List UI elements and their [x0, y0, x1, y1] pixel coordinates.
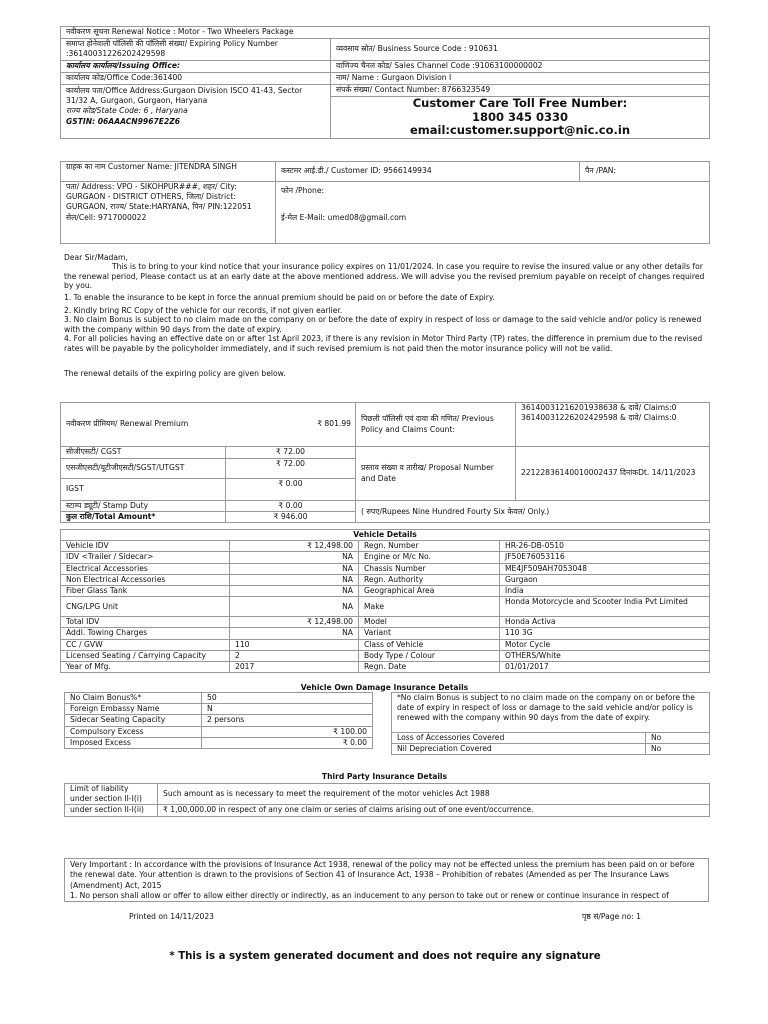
previous-policy-value: 36140031216201938638 & दावे/ Claims:0 36140031226202429598 & दावे/ Claims:0 [516, 403, 710, 447]
customer-address: पता/ Address: VPO - SIKOHPUR###, शहर/ City: GURGAON - DISTRICT OTHERS, जिला/ District: GURGAON, राज्य/ State:HARYANA, पिन/ PIN:122051 [66, 182, 252, 212]
vehicle-field-value: Gurgaon [500, 574, 710, 585]
tp-limit-value: Such amount as is necessary to meet the requirement of the motor vehicles Act 1988 [158, 784, 710, 805]
gstin: GSTIN: 06AAACN9967E2Z6 [66, 116, 181, 126]
contact-cell [276, 182, 710, 244]
own-damage-label: No Claim Bonus%* [65, 693, 202, 704]
vehicle-row [61, 597, 710, 617]
own-damage-row [65, 693, 373, 704]
cover-row [392, 733, 710, 744]
vehicle-field-label: Electrical Accessories [61, 563, 230, 574]
vehicle-field-label: Chassis Number [359, 563, 500, 574]
contact-number: संपर्क संख्या/ Contact Number: 8766323549 [331, 85, 710, 97]
cover-label: Loss of Accessories Covered [392, 733, 646, 744]
printed-on: Printed on 14/11/2023 [129, 912, 215, 921]
vehicle-field-value: NA [230, 586, 359, 597]
vehicle-field-value: Motor Cycle [500, 639, 710, 650]
vehicle-field-label: Class of Vehicle [359, 639, 500, 650]
vehicle-field-value: NA [230, 563, 359, 574]
vehicle-field-label: Non Electrical Accessories [61, 574, 230, 585]
renewal-premium-value: ₹ 801.99 [317, 419, 352, 429]
customer-address-cell [61, 182, 276, 244]
own-damage-value: 50 [202, 693, 373, 704]
vehicle-row [61, 617, 710, 628]
proposal-label: प्रस्ताव संख्या व तारीख/ Proposal Number and Date [356, 447, 516, 501]
customer-care-cell [331, 97, 710, 139]
vehicle-field-label: Vehicle IDV [61, 541, 230, 552]
vehicle-row [61, 563, 710, 574]
cover-value: No [646, 744, 710, 755]
cgst-value: ₹ 72.00 [226, 447, 356, 459]
issuing-office: कार्यालय कार्यालय/Issuing Office: [61, 61, 331, 73]
important-line: 1. No person shall allow or offer to allow either directly or indirectly, as an inducement to any person to take out or renew or continue insurance in respect of [70, 891, 669, 901]
point-3: 3. No claim Bonus is subject to no claim made on the company on or before the date of expiry in respect of loss or damage to the said vehicle and/or policy is renewed with the company within 90 days from the date of expiry. [64, 315, 702, 334]
vehicle-field-label: Regn. Date [359, 662, 500, 673]
own-damage-value: N [202, 704, 373, 715]
renewal-premium-label: नवीकरण प्रीमियम/ Renewal Premium [66, 419, 189, 429]
vehicle-field-label: CC / GVW [61, 639, 230, 650]
vehicle-field-label: Addl. Towing Charges [61, 628, 230, 639]
proposal-value: 22122836140010002437 दिनांकDt. 14/11/2023 [516, 447, 710, 501]
vehicle-field-value: NA [230, 628, 359, 639]
very-important-box [64, 858, 709, 902]
notice-title: नवीकरण सूचना Renewal Notice : Motor - Two Wheelers Package [61, 27, 710, 39]
vehicle-field-value: India [500, 586, 710, 597]
vehicle-field-label: Geographical Area [359, 586, 500, 597]
igst-label: IGST [61, 479, 226, 501]
previous-policy-label: पिछली पॉलिसी एवं दावा की गणित/ Previous Policy and Claims Count: [356, 403, 516, 447]
ncb-note: *No claim Bonus is subject to no claim made on the company on or before the date of expiry in respect of loss or damage to the said vehicle and/or policy is renewed with the company within 90 days from the date of expiry. [392, 693, 710, 733]
vehicle-field-label: Variant [359, 628, 500, 639]
vehicle-row [61, 574, 710, 585]
own-damage-row [65, 726, 373, 737]
vehicle-row [61, 541, 710, 552]
vehicle-field-label: Licensed Seating / Carrying Capacity [61, 650, 230, 661]
point-2: 2. Kindly bring RC Copy of the vehicle for our records, if not given earlier. [64, 306, 343, 316]
vehicle-field-label: Model [359, 617, 500, 628]
customer-name: ग्राहक का नाम Customer Name: JITENDRA SINGH [61, 162, 276, 182]
own-damage-table [64, 692, 373, 749]
own-damage-row [65, 704, 373, 715]
cover-value: No [646, 733, 710, 744]
own-damage-value: ₹ 100.00 [202, 726, 373, 737]
customer-id: कस्टमर आई.डी./ Customer ID: 9566149934 [276, 162, 580, 182]
letter-body [64, 253, 714, 353]
vehicle-row [61, 650, 710, 661]
total-amount-label: कुल राशि/Total Amount* [61, 512, 226, 523]
vehicle-row [61, 586, 710, 597]
care-email[interactable]: email:customer.support@nic.co.in [409, 123, 631, 138]
care-number: 1800 345 0330 [471, 109, 569, 124]
header-table [60, 26, 710, 139]
vehicle-field-label: Engine or M/c No. [359, 552, 500, 563]
third-party-title: Third Party Insurance Details [321, 772, 448, 781]
cover-row [392, 744, 710, 755]
intro-paragraph: This is to bring to your kind notice that your insurance policy expires on 11/01/2024. In case you require to revise the insured value or any other details for the renewal period, Please contact us at an early date at the above mentioned address. We will advise you the revised premium payable on receipt of changes required by you. [64, 262, 705, 291]
vehicle-details-table [60, 529, 710, 673]
customer-cell: सेल/Cell: 9717000022 [66, 212, 147, 222]
important-text: Very Important : In accordance with the provisions of Insurance Act 1938, renewal of the policy may not be effected unless the premium has been paid on or before the renewal date. Your attention is drawn to the provisions of Section 41 of Insurance Act, 1938 – Prohibition of rebates (Amended as per The Insurance Laws (Amendment) Act, 2015 [70, 860, 695, 890]
vehicle-row [61, 552, 710, 563]
vehicle-field-value: NA [230, 597, 359, 617]
care-title: Customer Care Toll Free Number: [412, 96, 628, 111]
own-damage-label: Sidecar Seating Capacity [65, 715, 202, 726]
own-damage-value: 2 persons [202, 715, 373, 726]
own-damage-label: Imposed Excess [65, 737, 202, 748]
vehicle-field-value: ₹ 12,498.00 [230, 541, 359, 552]
customer-phone: फोन /Phone: [281, 186, 325, 195]
vehicle-field-value: ME4JF509AH7053048 [500, 563, 710, 574]
ncb-note-table [391, 692, 710, 755]
vehicle-field-value: Honda Motorcycle and Scooter India Pvt Limited [500, 597, 710, 617]
vehicle-field-value: ₹ 12,498.00 [230, 617, 359, 628]
vehicle-field-value: 01/01/2017 [500, 662, 710, 673]
renewal-premium-cell [61, 403, 356, 447]
cover-label: Nil Depreciation Covered [392, 744, 646, 755]
vehicle-field-label: Total IDV [61, 617, 230, 628]
own-damage-label: Foreign Embassy Name [65, 704, 202, 715]
own-damage-row [65, 737, 373, 748]
stamp-duty-label: स्टाम्प ड्यूटी/ Stamp Duty [61, 501, 226, 512]
vehicle-field-value: 110 3G [500, 628, 710, 639]
vehicle-details-title: Vehicle Details [61, 530, 710, 541]
customer-pan: पैन /PAN: [580, 162, 710, 182]
renewal-intro: The renewal details of the expiring policy are given below. [64, 369, 286, 378]
vehicle-field-label: Body Type / Colour [359, 650, 500, 661]
tp-limit-label: Limit of liability under section II-I(i) [65, 784, 158, 805]
vehicle-field-value: 110 [230, 639, 359, 650]
vehicle-field-value: OTHERS/White [500, 650, 710, 661]
vehicle-field-label: IDV <Trailer / Sidecar> [61, 552, 230, 563]
vehicle-field-value: 2 [230, 650, 359, 661]
total-amount-value: ₹ 946.00 [226, 512, 356, 523]
vehicle-field-value: Honda Activa [500, 617, 710, 628]
page-number: पृष्ठ सं/Page no: 1 [582, 912, 641, 921]
tp-section-value: ₹ 1,00,000.00 in respect of any one claim or series of claims arising out of one event/occurrence. [158, 805, 710, 817]
office-address: कार्यालय पता/Office Address:Gurgaon Division ISCO 41-43, Sector 31/32 A, Gurgaon, Gurgaon, Haryana [66, 86, 303, 106]
office-address-cell [61, 85, 331, 139]
vehicle-field-value: NA [230, 552, 359, 563]
sales-channel: वाणिज्य चैनल कोड/ Sales Channel Code :91063100000002 [331, 61, 710, 73]
sgst-value: ₹ 72.00 [226, 459, 356, 479]
own-damage-title: Vehicle Own Damage Insurance Details [300, 683, 469, 692]
point-4: 4. For all policies having an effective date on or after 1st April 2023, if there is any revision in Motor Third Party (TP) rates, the difference in premium due to the revised rates will be payable by the policyholder immediately, and if such revised premium is not paid then the motor insurance policy will not be valid. [64, 334, 703, 353]
vehicle-row [61, 628, 710, 639]
customer-email: ई-मेल E-Mail: umed08@gmail.com [281, 213, 407, 223]
state-code: राज्य कोड/State Code: 6 , Haryana [66, 106, 188, 116]
vehicle-row [61, 662, 710, 673]
point-1: 1. To enable the insurance to be kept in force the annual premium should be paid on or before the date of Expiry. [64, 292, 495, 302]
vehicle-field-value: NA [230, 574, 359, 585]
vehicle-field-value: HR-26-DB-0510 [500, 541, 710, 552]
tp-section-label: under section II-I(ii) [65, 805, 158, 817]
office-code: कार्यालय कोड/Office Code:361400 [61, 73, 331, 85]
own-damage-label: Compulsory Excess [65, 726, 202, 737]
vehicle-field-label: Regn. Authority [359, 574, 500, 585]
system-generated-note: * This is a system generated document and does not require any signature [169, 951, 601, 962]
own-damage-value: ₹ 0.00 [202, 737, 373, 748]
igst-value: ₹ 0.00 [226, 479, 356, 501]
own-damage-row [65, 715, 373, 726]
salutation: Dear Sir/Madam, [64, 253, 128, 262]
vehicle-field-label: Year of Mfg. [61, 662, 230, 673]
vehicle-row [61, 639, 710, 650]
cgst-label: सीजीएसटी/ CGST [61, 447, 226, 459]
vehicle-field-label: Regn. Number [359, 541, 500, 552]
policy-number: समाप्त होनेवाली पॉलिसी की पॉलिसी संख्या/ Expiring Policy Number :36140031226202429598 [61, 39, 331, 61]
division-name: नाम/ Name : Gurgaon Division I [331, 73, 710, 85]
vehicle-field-label: Make [359, 597, 500, 617]
third-party-table [64, 783, 710, 817]
vehicle-field-label: Fiber Glass Tank [61, 586, 230, 597]
customer-table [60, 161, 710, 244]
business-source: व्यवसाय स्रोत/ Business Source Code : 910631 [331, 39, 710, 61]
vehicle-field-value: 2017 [230, 662, 359, 673]
sgst-label: एसजीएसटी/यूटीजीएसटी/SGST/UTGST [61, 459, 226, 479]
amount-in-words: ( रुपए/Rupees Nine Hundred Fourty Six केवल/ Only.) [356, 501, 710, 523]
vehicle-field-value: JF50E76053116 [500, 552, 710, 563]
vehicle-field-label: CNG/LPG Unit [61, 597, 230, 617]
premium-table [60, 402, 710, 523]
stamp-duty-value: ₹ 0.00 [226, 501, 356, 512]
